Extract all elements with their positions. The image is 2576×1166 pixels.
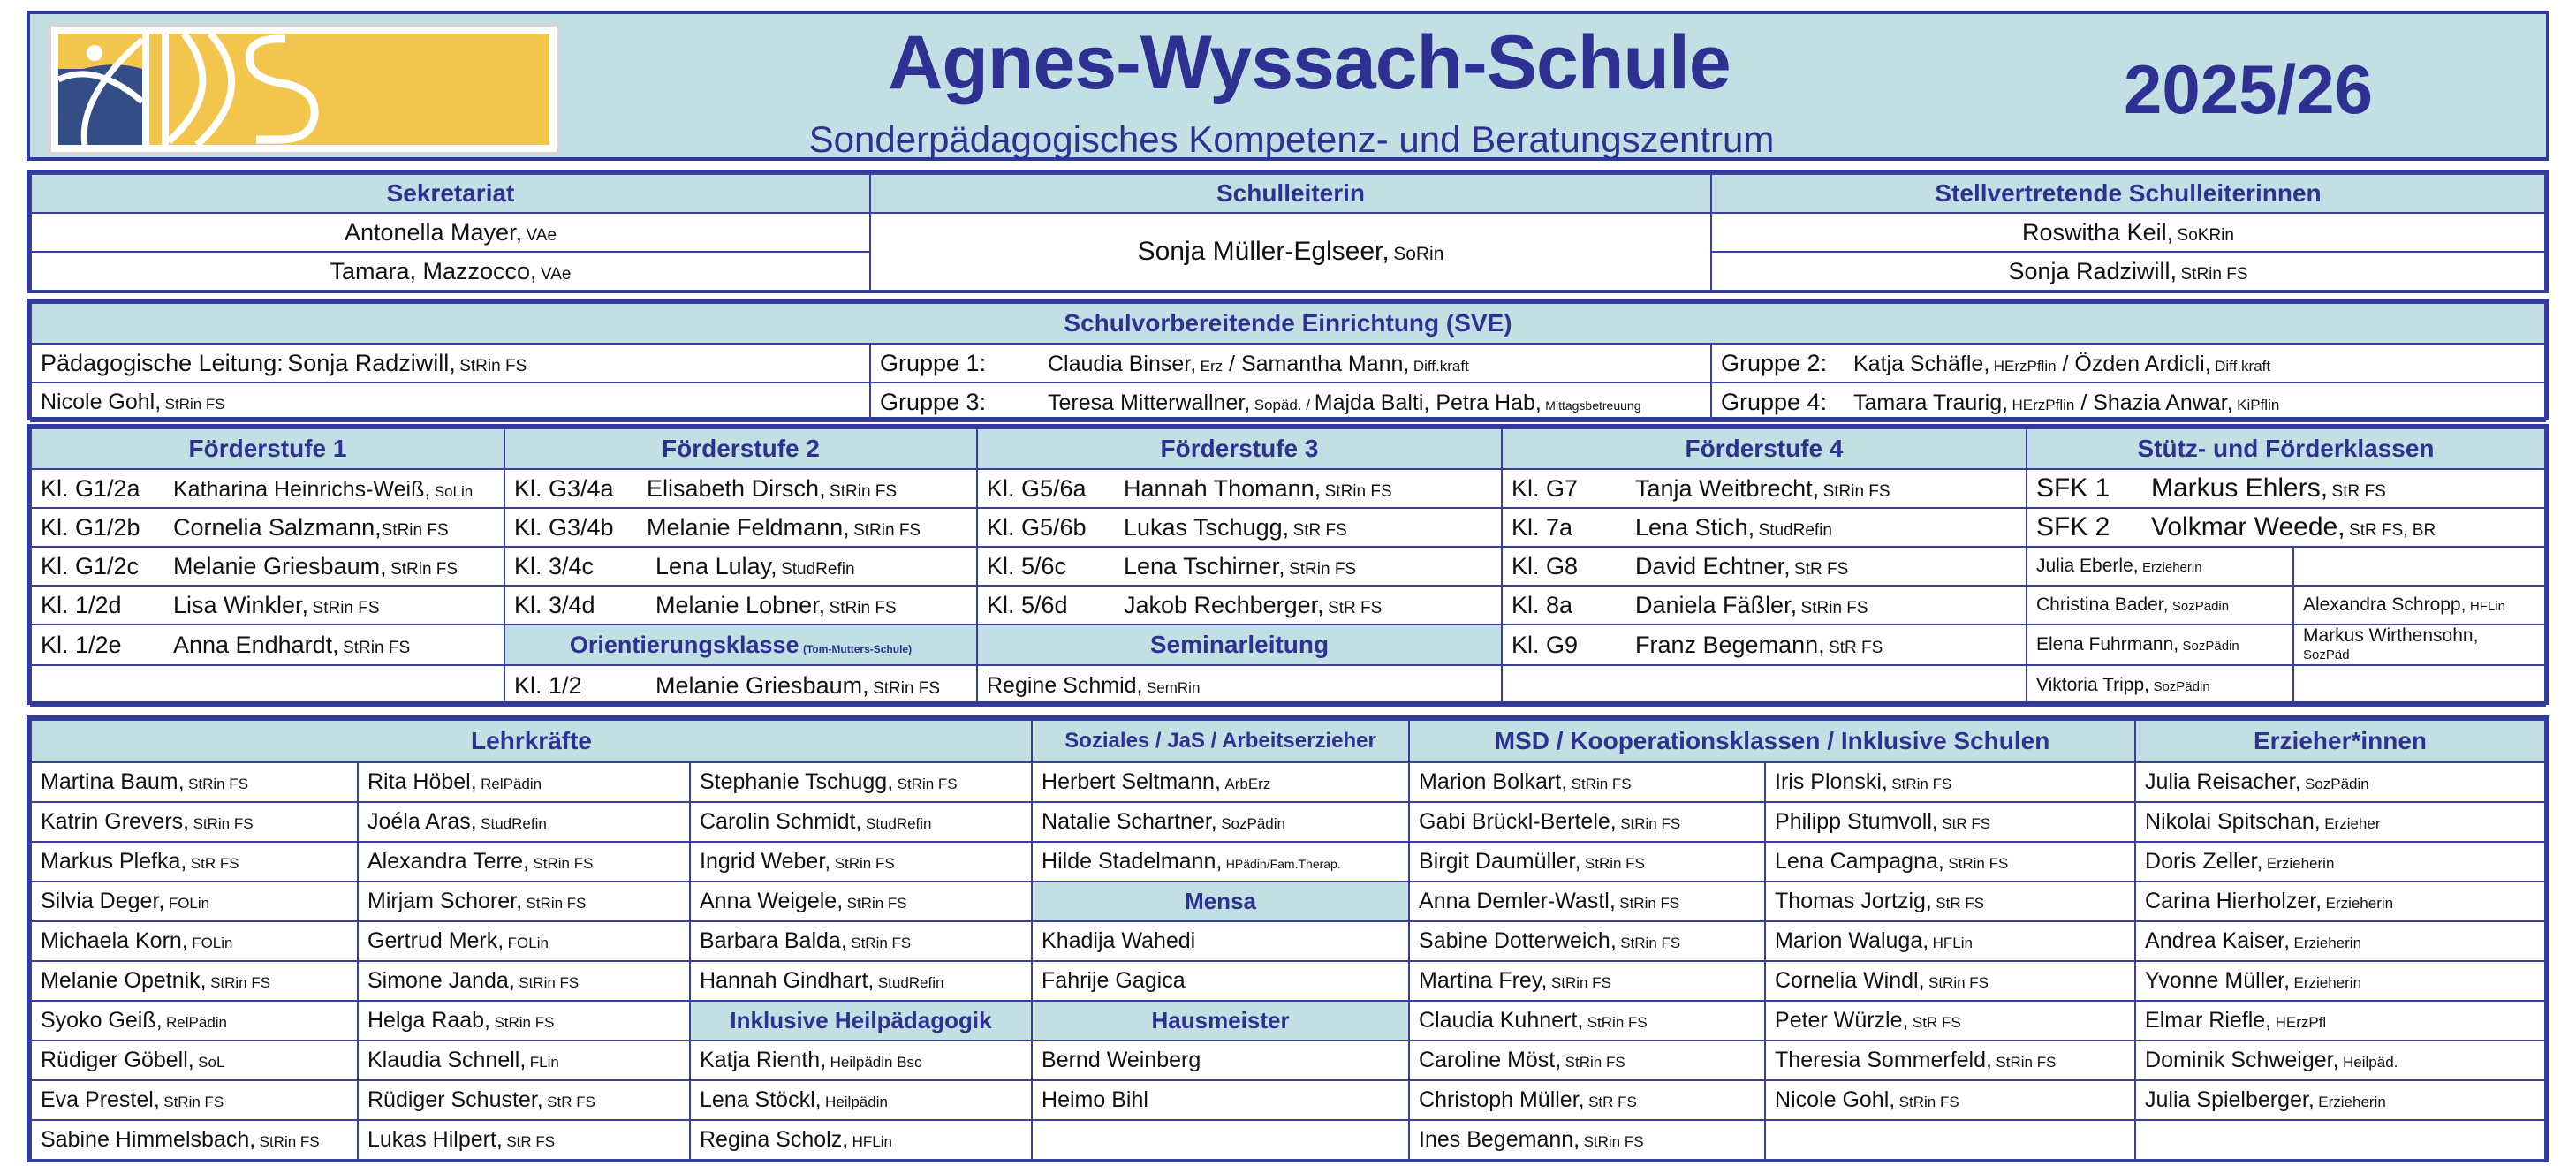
class-row: Kl. G5/6b Lukas Tschugg, StR FS [977,508,1502,547]
staff-cell: Natalie Schartner, SozPädin [1032,802,1409,842]
staff-cell: Eva Prestel, StRin FS [31,1080,358,1120]
staff-cell: Katja Rienth, Heilpädin Bsc [690,1041,1032,1080]
soziales-header: Soziales / JaS / Arbeitserzieher [1032,720,1409,762]
staff-cell: Fahrije Gagica [1032,961,1409,1001]
class-row: SFK 2 Volkmar Weede, StR FS, BR [2027,508,2545,547]
sve-gruppe-4: Gruppe 4: Tamara Traurig, HErzPflin / Shazia Anwar, KiPflin [1711,382,2545,421]
staff-cell: Claudia Kuhnert, StRin FS [1409,1001,1765,1041]
sekretariat-person: Tamara, Mazzocco, VAe [31,252,870,291]
staff-cell: Nikolai Spitschan, Erzieher [2135,802,2545,842]
foerderstufen-panel [27,424,2549,705]
sve-panel [27,299,2549,420]
sfk-staff: Markus Wirthensohn, SozPäd [2293,625,2545,665]
staff-cell: Syoko Geiß, RelPädin [31,1001,358,1041]
section-header: Mensa [1032,882,1409,921]
staff-cell: Gabi Brückl-Bertele, StRin FS [1409,802,1765,842]
fs3-header: Förderstufe 3 [977,428,1502,469]
class-row: Kl. 5/6d Jakob Rechberger, StR FS [977,586,1502,625]
staff-cell: Stephanie Tschugg, StRin FS [690,762,1032,802]
sekretariat-header: Sekretariat [31,174,870,213]
staff-cell: Michaela Korn, FOLin [31,921,358,961]
schulleiterin-person: Sonja Müller-Eglseer, SoRin [870,213,1711,291]
sfk-staff: Alexandra Schropp, HFLin [2293,586,2545,625]
staff-cell: Julia Reisacher, SozPädin [2135,762,2545,802]
class-row: Kl. G3/4b Melanie Feldmann, StRin FS [504,508,977,547]
staff-cell: Bernd Weinberg [1032,1041,1409,1080]
staff-cell: Ingrid Weber, StRin FS [690,842,1032,882]
stellvertretung-person: Sonja Radziwill, StRin FS [1711,252,2545,291]
sfk-staff: Julia Eberle, Erzieherin [2027,547,2293,586]
sve-gruppe-3: Gruppe 3: Teresa Mitterwallner, Sopäd. / Majda Balti, Petra Hab, Mittagsbetreuung [870,382,1711,421]
sve-gruppe-1: Gruppe 1: Claudia Binser, Erz / Samantha Mann, Diff.kraft [870,344,1711,382]
staff-cell: Anna Weigele, StRin FS [690,882,1032,921]
sve-gruppe-2: Gruppe 2: Katja Schäfle, HErzPflin / Özden Ardicli, Diff.kraft [1711,344,2545,382]
staff-cell: Alexandra Terre, StRin FS [358,842,690,882]
fs4-header: Förderstufe 4 [1502,428,2027,469]
class-row: Kl. G8 David Echtner, StR FS [1502,547,2027,586]
empty-cell [1502,665,2027,706]
staff-cell: Hannah Gindhart, StudRefin [690,961,1032,1001]
staff-cell: Martina Baum, StRin FS [31,762,358,802]
staff-cell: Klaudia Schnell, FLin [358,1041,690,1080]
msd-header: MSD / Kooperationsklassen / Inklusive Schulen [1409,720,2135,762]
staff-cell: Joéla Aras, StudRefin [358,802,690,842]
class-row: Kl. 7a Lena Stich, StudRefin [1502,508,2027,547]
empty-cell [1032,1120,1409,1160]
sve-header: Schulvorbereitende Einrichtung (SVE) [31,303,2545,344]
section-header: Hausmeister [1032,1001,1409,1041]
staff-cell: Martina Frey, StRin FS [1409,961,1765,1001]
staff-cell: Lukas Hilpert, StR FS [358,1120,690,1160]
staff-cell: Theresia Sommerfeld, StRin FS [1765,1041,2135,1080]
seminar-row: Regine Schmid, SemRin [977,665,1502,706]
staff-cell: Helga Raab, StRin FS [358,1001,690,1041]
fs2-header: Förderstufe 2 [504,428,977,469]
sve-leitung: Pädagogische Leitung: Sonja Radziwill, StRin FS [31,344,870,382]
staff-cell: Dominik Schweiger, Heilpäd. [2135,1041,2545,1080]
staff-cell: Ines Begemann, StRin FS [1409,1120,1765,1160]
class-row: Kl. G1/2a Katharina Heinrichs-Weiß, SoLin [31,469,504,508]
staff-panel [27,716,2549,1162]
lehrkraefte-header: Lehrkräfte [31,720,1032,762]
staff-cell: Carolin Schmidt, StudRefin [690,802,1032,842]
staff-cell [1765,1120,2135,1160]
fs1-header: Förderstufe 1 [31,428,504,469]
staff-cell: Katrin Grevers, StRin FS [31,802,358,842]
stellvertretung-person: Roswitha Keil, SoKRin [1711,213,2545,252]
sekretariat-person: Antonella Mayer, VAe [31,213,870,252]
sve-extra: Nicole Gohl, StRin FS [31,382,870,421]
staff-cell: Andrea Kaiser, Erzieherin [2135,921,2545,961]
staff-cell: Nicole Gohl, StRin FS [1765,1080,2135,1120]
staff-cell: Melanie Opetnik, StRin FS [31,961,358,1001]
staff-cell: Silvia Deger, FOLin [31,882,358,921]
stellvertretung-header: Stellvertretende Schulleiterinnen [1711,174,2545,213]
orientierung-row: Kl. 1/2 Melanie Griesbaum, StRin FS [504,665,977,706]
school-subtitle: Sonderpädagogisches Kompetenz- und Beratungszentrum [808,118,1775,160]
staff-cell: Marion Waluga, HFLin [1765,921,2135,961]
staff-cell: Gertrud Merk, FOLin [358,921,690,961]
sfk-staff [2293,547,2545,586]
staff-cell: Markus Plefka, StR FS [31,842,358,882]
staff-cell: Regina Scholz, HFLin [690,1120,1032,1160]
staff-cell: Lena Campagna, StRin FS [1765,842,2135,882]
class-row: Kl. 1/2d Lisa Winkler, StRin FS [31,586,504,625]
schulleiterin-header: Schulleiterin [870,174,1711,213]
staff-cell: Peter Würzle, StR FS [1765,1001,2135,1041]
section-header: Inklusive Heilpädagogik [690,1001,1032,1041]
class-row: Kl. G3/4a Elisabeth Dirsch, StRin FS [504,469,977,508]
class-row: Kl. G1/2b Cornelia Salzmann,StRin FS [31,508,504,547]
staff-cell [2135,1120,2545,1160]
school-title: Agnes-Wyssach-Schule [888,20,1731,105]
staff-cell: Thomas Jortzig, StR FS [1765,882,2135,921]
class-row: Kl. 8a Daniela Fäßler, StRin FS [1502,586,2027,625]
staff-cell: Hilde Stadelmann, HPädin/Fam.Therap. [1032,842,1409,882]
staff-cell: Philipp Stumvoll, StR FS [1765,802,2135,842]
staff-cell: Mirjam Schorer, StRin FS [358,882,690,921]
class-row: Kl. G9 Franz Begemann, StR FS [1502,625,2027,665]
class-row: SFK 1 Markus Ehlers, StR FS [2027,469,2545,508]
staff-cell: Herbert Seltmann, ArbErz [1032,762,1409,802]
staff-cell: Sabine Dotterweich, StRin FS [1409,921,1765,961]
class-row: Kl. G5/6a Hannah Thomann, StRin FS [977,469,1502,508]
staff-cell: Carina Hierholzer, Erzieherin [2135,882,2545,921]
staff-cell: Rita Höbel, RelPädin [358,762,690,802]
class-row: Kl. 3/4d Melanie Lobner, StRin FS [504,586,977,625]
empty-cell [2293,665,2545,706]
staff-cell: Lena Stöckl, Heilpädin [690,1080,1032,1120]
staff-cell: Heimo Bihl [1032,1080,1409,1120]
erzieher-header: Erzieher*innen [2135,720,2545,762]
staff-cell: Marion Bolkart, StRin FS [1409,762,1765,802]
staff-cell: Elmar Riefle, HErzPfl [2135,1001,2545,1041]
staff-cell: Rüdiger Göbell, SoL [31,1041,358,1080]
staff-cell: Iris Plonski, StRin FS [1765,762,2135,802]
sfk-staff: Christina Bader, SozPädin [2027,586,2293,625]
class-row: Kl. 3/4c Lena Lulay, StudRefin [504,547,977,586]
sfk-staff: Elena Fuhrmann, SozPädin [2027,625,2293,665]
staff-cell: Cornelia Windl, StRin FS [1765,961,2135,1001]
school-year: 2025/26 [2124,50,2373,128]
staff-cell: Caroline Möst, StRin FS [1409,1041,1765,1080]
header-banner [27,11,2549,161]
staff-cell: Yvonne Müller, Erzieherin [2135,961,2545,1001]
class-row: Kl. 5/6c Lena Tschirner, StRin FS [977,547,1502,586]
staff-cell: Sabine Himmelsbach, StRin FS [31,1120,358,1160]
staff-cell: Khadija Wahedi [1032,921,1409,961]
staff-cell: Doris Zeller, Erzieherin [2135,842,2545,882]
seminar-header: Seminarleitung [977,625,1502,665]
leitung-panel [27,170,2549,293]
staff-cell: Anna Demler-Wastl, StRin FS [1409,882,1765,921]
sfk-staff: Viktoria Tripp, SozPädin [2027,665,2293,706]
empty-cell [31,665,504,706]
orientierung-header: Orientierungsklasse (Tom-Mutters-Schule) [504,625,977,665]
class-row: Kl. 1/2e Anna Endhardt, StRin FS [31,625,504,665]
staff-cell: Julia Spielberger, Erzieherin [2135,1080,2545,1120]
staff-cell: Christoph Müller, StR FS [1409,1080,1765,1120]
class-row: Kl. G1/2c Melanie Griesbaum, StRin FS [31,547,504,586]
sfk-header: Stütz- und Förderklassen [2027,428,2545,469]
staff-cell: Birgit Daumüller, StRin FS [1409,842,1765,882]
staff-cell: Barbara Balda, StRin FS [690,921,1032,961]
staff-cell: Rüdiger Schuster, StR FS [358,1080,690,1120]
staff-cell: Simone Janda, StRin FS [358,961,690,1001]
class-row: Kl. G7 Tanja Weitbrecht, StRin FS [1502,469,2027,508]
